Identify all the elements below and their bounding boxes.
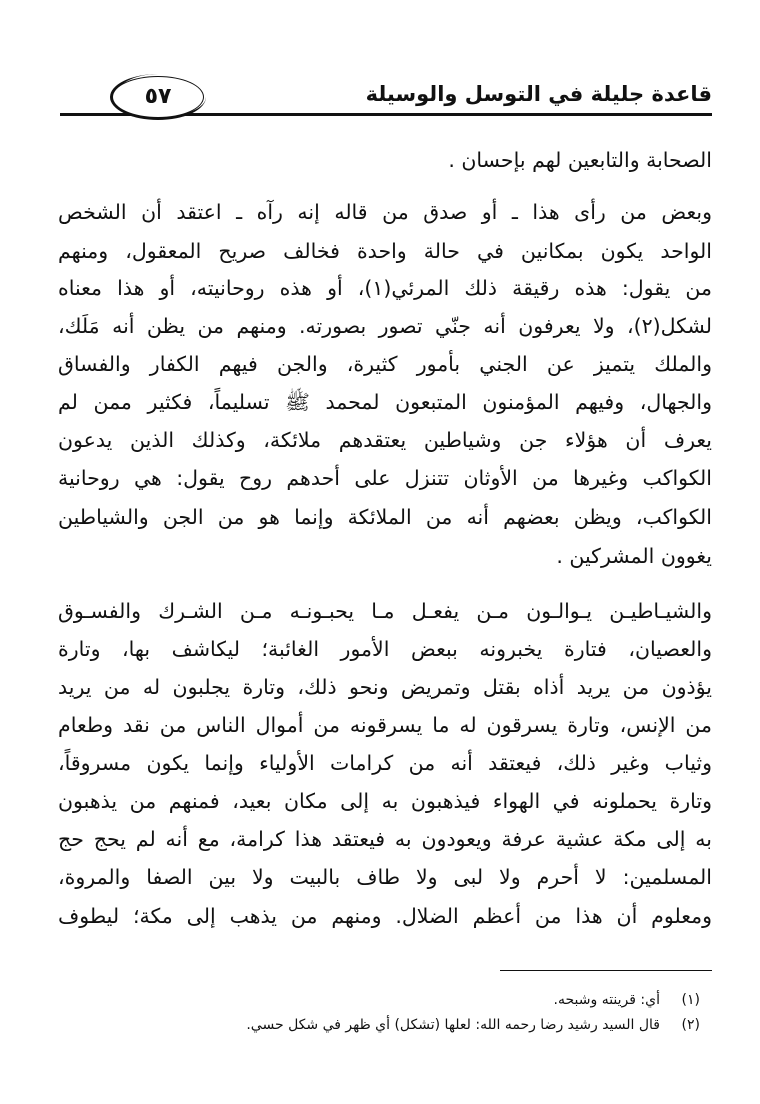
footnote-number: (١) (681, 992, 700, 1008)
text-line: الواحد يكون بمكانين في حالة واحدة فخالف صريح المعقول، ومنهم (58, 239, 712, 263)
footnote (60, 1013, 700, 1037)
footnote (60, 988, 700, 1012)
footnote-text: قال السيد رشيد رضا رحمه الله: لعلها (تشكل) أي ظهر في شكل حسي. (246, 1017, 660, 1033)
text-line: الكواكب، ويظن بعضهم أنه من الملائكة وإنما هو من الجن والشياطين (58, 505, 712, 529)
text-line: وتارة يحملونه في الهواء فيذهبون به إلى مكان بعيد، فمنهم من يذهبون (58, 789, 712, 813)
text-line: يؤذون من يريد أذاه بقتل وتمريض ونحو ذلك، وتارة يجلبون له من يريد (58, 675, 712, 699)
text-line: الكواكب وغيرها من الأوثان تتنزل على أحدهم روح يقول: هي روحانية (58, 466, 712, 490)
text-line: وبعض من رأى هذا ـ أو صدق من قاله إنه رآه ـ اعتقد أن الشخص (58, 200, 712, 224)
text-line: والشيـاطيـن يـوالـون مـن يفعـل مـا يحبـونـه مـن الشـرك والفسـوق (58, 599, 712, 623)
page-number: ٥٧ (144, 84, 172, 109)
footnote-text: أي: قرينته وشبحه. (553, 992, 660, 1008)
text-line: وثياب وغير ذلك، فيعتقد أنه من كرامات الأولياء وإنما يكون مسروقاً، (58, 751, 712, 775)
footnote-rule (500, 970, 712, 971)
footnote-number: (٢) (681, 1017, 700, 1033)
running-header-title: قاعدة جليلة في التوسل والوسيلة (365, 82, 712, 106)
text-line: والجهال، وفيهم المؤمنون المتبعون لمحمد ﷺ تسليماً، فكثير ممن لم (58, 390, 712, 414)
text-line: به إلى مكة عشية عرفة ويعودون به فيعتقد هذا كرامة، مع أنه لم يحج حج (58, 827, 712, 851)
text-line: يغوون المشركين . (556, 544, 712, 568)
text-line: الصحابة والتابعين لهم بإحسان . (448, 148, 712, 172)
text-line: والعصيان، فتارة يخبرونه ببعض الأمور الغائبة؛ ليكاشف بها، وتارة (58, 637, 712, 661)
text-line: ومعلوم أن هذا من أعظم الضلال. ومنهم من يذهب إلى مكة؛ ليطوف (58, 904, 712, 928)
text-line: من الإنس، وتارة يسرقون له ما يسرقونه من أموال الناس من نقد وطعام (58, 713, 712, 737)
text-line: لشكل(٢)، ولا يعرفون أنه جنّي تصور بصورته. ومنهم من يظن أنه مَلَك، (58, 314, 712, 338)
text-line: يعرف أن هؤلاء جن وشياطين يعتقدهم ملائكة، وكذلك الذين يدعون (58, 428, 712, 452)
text-line: من يقول: هذه رقيقة ذلك المرئي(١)، أو هذه روحانيته، أو هذا معناه (58, 276, 712, 300)
text-line: والملك يتميز عن الجني بأمور كثيرة، والجن فيهم الكفار والفساق (58, 352, 712, 376)
text-line: المسلمين: لا أحرم ولا لبى ولا طاف بالبيت ولا بين الصفا والمروة، (58, 865, 712, 889)
